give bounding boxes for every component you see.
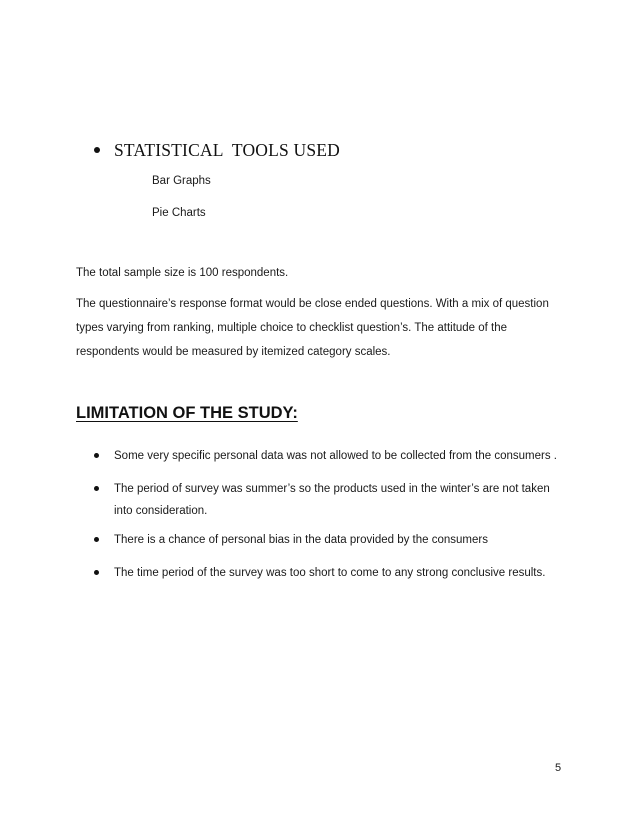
limitation-item-line: There is a chance of personal bias in the data provided by the consumers [114, 534, 488, 546]
tool-item-bar-graphs: Bar Graphs [152, 175, 211, 187]
limitation-heading: LIMITATION OF THE STUDY: [76, 404, 298, 422]
sample-size-paragraph: The total sample size is 100 respondents. [76, 267, 289, 279]
limitation-item [94, 478, 550, 522]
limitation-item-line: into consideration. [114, 505, 208, 517]
tool-item-pie-charts: Pie Charts [152, 207, 206, 219]
page-number: 5 [555, 762, 562, 774]
limitation-item-line: Some very specific personal data was not allowed to be collected from the consumers . [114, 450, 557, 462]
limitation-item-line: The time period of the survey was too short to come to any strong conclusive results. [114, 567, 546, 579]
bullet-icon [94, 537, 99, 542]
limitation-item [94, 529, 488, 551]
statistical-tools-heading [94, 140, 340, 161]
limitation-item-line: The period of survey was summer’s so the products used in the winter’s are not taken [114, 483, 550, 495]
format-paragraph-line-3: respondents would be measured by itemized category scales. [76, 346, 391, 358]
limitation-item [94, 445, 557, 467]
format-paragraph-line-2: types varying from ranking, multiple choice to checklist question’s. The attitude of the [76, 322, 508, 334]
limitation-item [94, 562, 545, 584]
bullet-icon [94, 570, 99, 575]
format-paragraph-line-1: The questionnaire’s response format would be close ended questions. With a mix of question [76, 298, 549, 310]
bullet-icon [94, 486, 99, 491]
bullet-icon [94, 147, 100, 153]
statistical-tools-heading-text: STATISTICAL TOOLS USED [114, 140, 341, 160]
bullet-icon [94, 453, 99, 458]
